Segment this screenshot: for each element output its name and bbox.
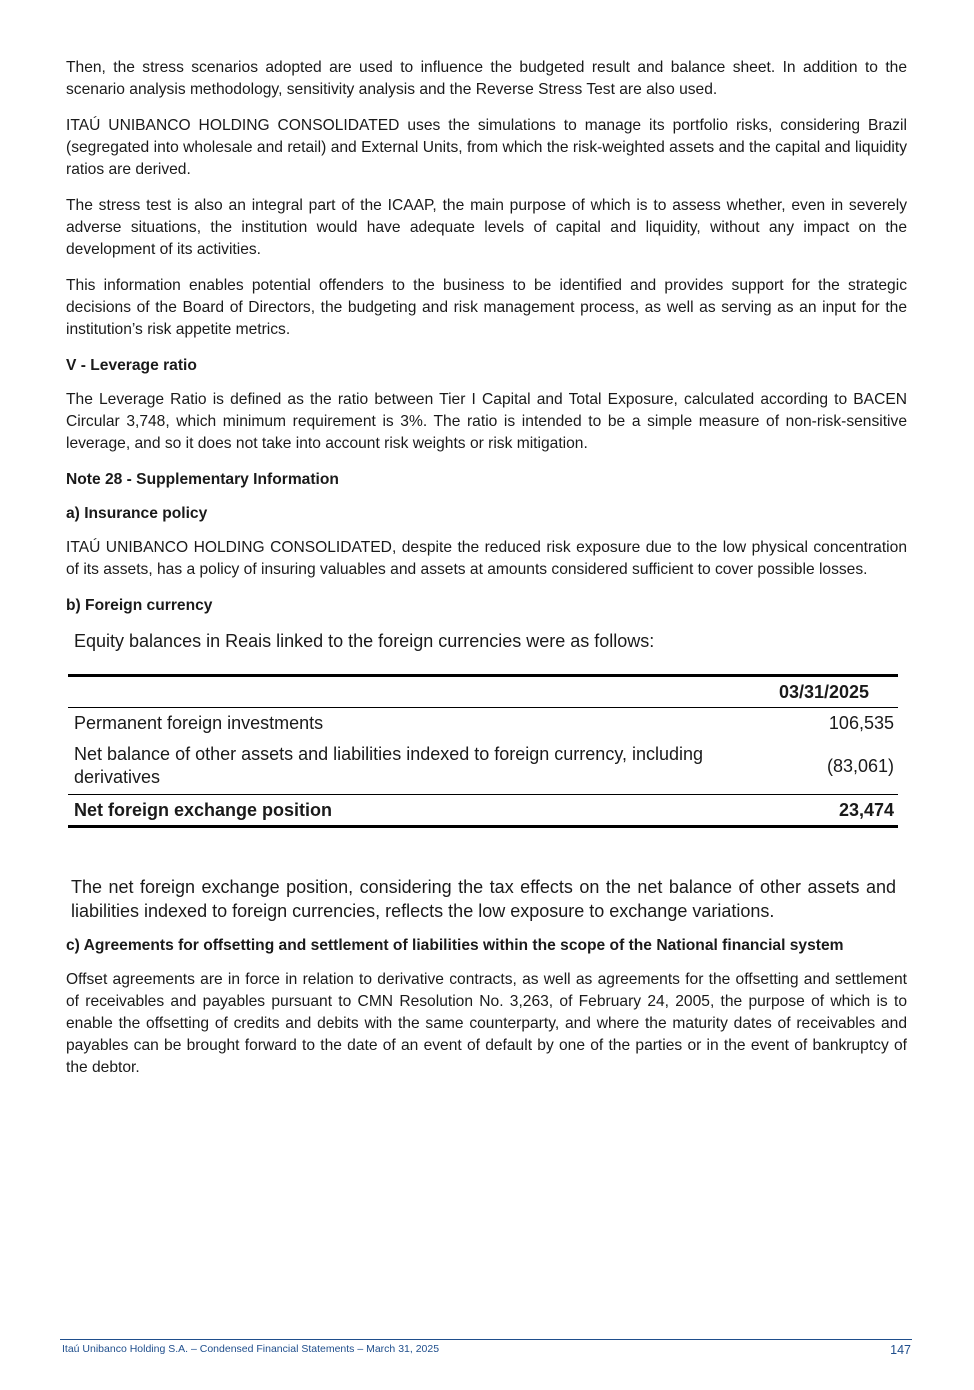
table-header-row (68, 676, 898, 708)
stress-paragraph-3: The stress test is also an integral part of the ICAAP, the main purpose of which is to assess whether, even in severely adverse situations, the institution would have adequate levels of capital and liquidity, without any impact on the development of its activities. (66, 197, 907, 258)
total-value: 23,474 (748, 795, 898, 827)
stress-paragraph-2: ITAÚ UNIBANCO HOLDING CONSOLIDATED uses the simulations to manage its portfolio risks, considering Brazil (segregated into wholesale and retail) and External Units, from which the risk-weighted assets and the capital and liquidity ratios are derived. (66, 117, 907, 178)
table-row (68, 738, 898, 795)
stress-paragraph-1: Then, the stress scenarios adopted are used to influence the budgeted result and balance sheet. In addition to the scenario analysis methodology, sensitivity analysis and the Reverse Stress Test are also used. (66, 59, 907, 98)
footer-divider (60, 1339, 912, 1340)
total-label: Net foreign exchange position (68, 795, 748, 827)
agreements-paragraph: Offset agreements are in force in relation to derivative contracts, as well as agreements for the offsetting and settlement of receivables and payables pursuant to CMN Resolution No. 3,263, of February 24, 2005, the purpose of which is to enable the offsetting of credits and debits with the same counterparty, and where the maturity dates of receivables and payables can be brought forward to the date of an event of default by one of the parties or in the event of bankruptcy of the debtor. (66, 971, 907, 1076)
leverage-paragraph: The Leverage Ratio is defined as the ratio between Tier I Capital and Total Exposure, calculated according to BACEN Circular 3,748, which minimum requirement is 3%. The ratio is intended to be a simple measure of non-risk-sensitive leverage, and so it does not take into account risk weights or risk mitigation. (66, 391, 907, 452)
table-row (68, 708, 898, 739)
foreign-currency-intro: Equity balances in Reais linked to the foreign currencies were as follows: (74, 631, 655, 651)
page-number: 147 (890, 1343, 911, 1357)
stress-paragraph-4: This information enables potential offenders to the business to be identified and provides support for the strategic decisions of the Board of Directors, the budgeting and risk management process, as well as serving as an input for the institution’s risk appetite metrics. (66, 277, 907, 338)
foreign-currency-heading: b) Foreign currency (66, 597, 213, 614)
agreements-heading: c) Agreements for offsetting and settlement of liabilities within the scope of the National financial system (66, 937, 844, 954)
insurance-paragraph: ITAÚ UNIBANCO HOLDING CONSOLIDATED, despite the reduced risk exposure due to the low physical concentration of its assets, has a policy of insuring valuables and assets at amounts considered sufficient to cover possible losses. (66, 539, 907, 578)
footer-text: Itaú Unibanco Holding S.A. – Condensed Financial Statements – March 31, 2025 (62, 1343, 440, 1355)
row-label-permanent-investments: Permanent foreign investments (74, 712, 324, 733)
page-content (66, 57, 907, 1093)
note-28-heading: Note 28 - Supplementary Information (66, 471, 339, 488)
leverage-heading: V - Leverage ratio (66, 357, 197, 374)
insurance-heading: a) Insurance policy (66, 505, 208, 522)
table-header-label-cell (68, 676, 748, 708)
table-date-header: 03/31/2025 (748, 676, 898, 708)
row-value-net-balance: (83,061) (826, 755, 894, 776)
table-total-row (68, 795, 898, 827)
foreign-currency-closing: The net foreign exchange position, considering the tax effects on the net balance of other assets and liabilities indexed to foreign currencies, reflects the low exposure to exchange variations. (71, 877, 896, 921)
foreign-exchange-table (68, 674, 898, 828)
row-label-net-balance: Net balance of other assets and liabilities indexed to foreign currency, including derivatives (74, 744, 704, 787)
row-value-permanent-investments: 106,535 (828, 712, 894, 733)
